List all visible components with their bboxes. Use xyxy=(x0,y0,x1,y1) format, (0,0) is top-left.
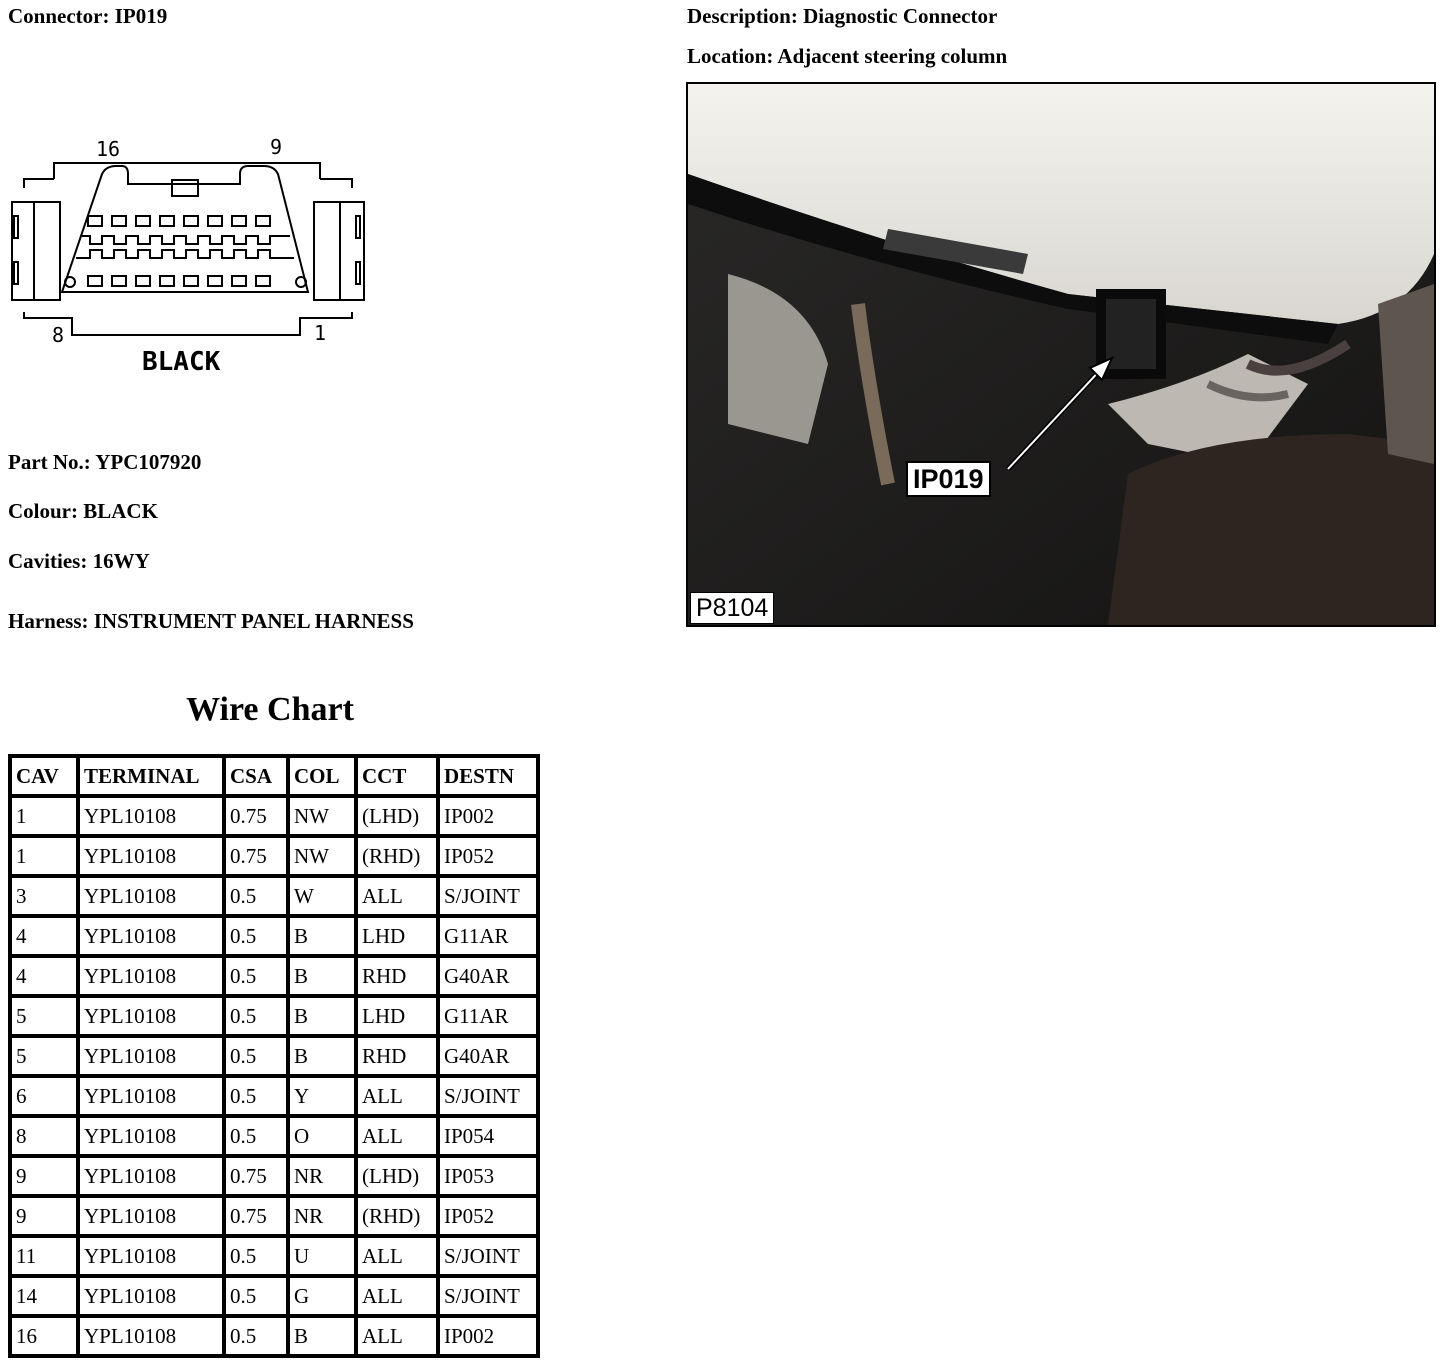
cell-cct: ALL xyxy=(358,1118,436,1154)
cell-terminal: YPL10108 xyxy=(80,878,222,914)
cell-csa: 0.5 xyxy=(226,1238,286,1274)
cell-cct: (LHD) xyxy=(358,1158,436,1194)
location-photo-illustration xyxy=(688,84,1434,625)
connector-color-label: BLACK xyxy=(142,347,221,377)
cell-col: B xyxy=(290,958,354,994)
cell-csa: 0.5 xyxy=(226,1278,286,1314)
cell-col: B xyxy=(290,918,354,954)
cell-col: U xyxy=(290,1238,354,1274)
table-row xyxy=(12,1038,536,1074)
cell-cav: 6 xyxy=(12,1078,76,1114)
cell-cct: ALL xyxy=(358,1278,436,1314)
cell-cav: 9 xyxy=(12,1158,76,1194)
cell-destn: G11AR xyxy=(440,998,536,1034)
cell-csa: 0.75 xyxy=(226,1198,286,1234)
wire-chart-body xyxy=(12,798,536,1354)
connector-outline xyxy=(8,132,370,380)
column-header-terminal: TERMINAL xyxy=(80,758,222,794)
cell-col: B xyxy=(290,998,354,1034)
cell-col: O xyxy=(290,1118,354,1154)
cell-cav: 1 xyxy=(12,838,76,874)
cell-destn: S/JOINT xyxy=(440,1078,536,1114)
cell-csa: 0.5 xyxy=(226,1078,286,1114)
cell-cav: 4 xyxy=(12,918,76,954)
cell-csa: 0.5 xyxy=(226,918,286,954)
cell-terminal: YPL10108 xyxy=(80,1278,222,1314)
table-header-row xyxy=(12,758,536,794)
cell-terminal: YPL10108 xyxy=(80,1238,222,1274)
description-header: Description: Diagnostic Connector xyxy=(687,4,998,28)
wire-chart-table xyxy=(8,754,540,1358)
cell-cav: 5 xyxy=(12,998,76,1034)
cell-col: W xyxy=(290,878,354,914)
cell-cct: ALL xyxy=(358,1318,436,1354)
column-header-cav: CAV xyxy=(12,758,76,794)
cell-terminal: YPL10108 xyxy=(80,1158,222,1194)
connector-header: Connector: IP019 xyxy=(8,4,168,28)
table-row xyxy=(12,1078,536,1114)
pin-label-16: 16 xyxy=(96,137,121,161)
column-header-col: COL xyxy=(290,758,354,794)
cell-terminal: YPL10108 xyxy=(80,1198,222,1234)
cell-cct: ALL xyxy=(358,878,436,914)
cell-destn: IP002 xyxy=(440,798,536,834)
cell-cav: 14 xyxy=(12,1278,76,1314)
cell-col: G xyxy=(290,1278,354,1314)
cell-csa: 0.75 xyxy=(226,838,286,874)
table-row xyxy=(12,838,536,874)
column-header-csa: CSA xyxy=(226,758,286,794)
table-row xyxy=(12,878,536,914)
cell-cav: 4 xyxy=(12,958,76,994)
cavities: Cavities: 16WY xyxy=(8,549,150,573)
cell-col: B xyxy=(290,1318,354,1354)
cell-cav: 3 xyxy=(12,878,76,914)
cell-cav: 11 xyxy=(12,1238,76,1274)
cell-csa: 0.5 xyxy=(226,1118,286,1154)
wire-chart-title: Wire Chart xyxy=(186,691,354,728)
cell-terminal: YPL10108 xyxy=(80,998,222,1034)
pin-label-8: 8 xyxy=(52,323,65,347)
cell-destn: IP053 xyxy=(440,1158,536,1194)
photo-reference-label: P8104 xyxy=(690,592,774,624)
cell-cct: RHD xyxy=(358,958,436,994)
cell-csa: 0.5 xyxy=(226,998,286,1034)
cell-col: B xyxy=(290,1038,354,1074)
cell-csa: 0.5 xyxy=(226,878,286,914)
cell-col: NW xyxy=(290,798,354,834)
table-row xyxy=(12,958,536,994)
location-photo xyxy=(686,82,1436,627)
table-row xyxy=(12,998,536,1034)
table-row xyxy=(12,1278,536,1314)
cell-destn: IP052 xyxy=(440,838,536,874)
cell-csa: 0.75 xyxy=(226,798,286,834)
cell-destn: G11AR xyxy=(440,918,536,954)
cell-cav: 8 xyxy=(12,1118,76,1154)
cell-cct: ALL xyxy=(358,1078,436,1114)
cell-terminal: YPL10108 xyxy=(80,1038,222,1074)
cell-destn: G40AR xyxy=(440,1038,536,1074)
cell-cav: 16 xyxy=(12,1318,76,1354)
table-row xyxy=(12,1118,536,1154)
table-row xyxy=(12,1158,536,1194)
harness: Harness: INSTRUMENT PANEL HARNESS xyxy=(8,609,414,633)
cell-col: NR xyxy=(290,1198,354,1234)
cell-col: Y xyxy=(290,1078,354,1114)
table-row xyxy=(12,1318,536,1354)
part-number: Part No.: YPC107920 xyxy=(8,450,202,474)
photo-callout-label: IP019 xyxy=(906,461,991,497)
connector-diagram xyxy=(8,132,370,380)
cell-terminal: YPL10108 xyxy=(80,958,222,994)
location-header: Location: Adjacent steering column xyxy=(687,44,1008,68)
cell-cct: (LHD) xyxy=(358,798,436,834)
cell-destn: IP054 xyxy=(440,1118,536,1154)
cell-cct: LHD xyxy=(358,998,436,1034)
pin-label-9: 9 xyxy=(270,135,283,159)
cell-cct: (RHD) xyxy=(358,1198,436,1234)
cell-col: NW xyxy=(290,838,354,874)
cell-csa: 0.5 xyxy=(226,1318,286,1354)
cell-cct: ALL xyxy=(358,1238,436,1274)
cell-csa: 0.5 xyxy=(226,958,286,994)
cell-csa: 0.5 xyxy=(226,1038,286,1074)
cell-csa: 0.75 xyxy=(226,1158,286,1194)
cell-destn: G40AR xyxy=(440,958,536,994)
table-row xyxy=(12,798,536,834)
table-row xyxy=(12,918,536,954)
cell-col: NR xyxy=(290,1158,354,1194)
cell-cav: 1 xyxy=(12,798,76,834)
cell-destn: IP002 xyxy=(440,1318,536,1354)
cell-cct: LHD xyxy=(358,918,436,954)
cell-destn: S/JOINT xyxy=(440,878,536,914)
cell-terminal: YPL10108 xyxy=(80,918,222,954)
column-header-destn: DESTN xyxy=(440,758,536,794)
cell-terminal: YPL10108 xyxy=(80,798,222,834)
cell-cct: (RHD) xyxy=(358,838,436,874)
cell-cct: RHD xyxy=(358,1038,436,1074)
cell-terminal: YPL10108 xyxy=(80,1318,222,1354)
cell-cav: 9 xyxy=(12,1198,76,1234)
cell-destn: S/JOINT xyxy=(440,1278,536,1314)
cell-terminal: YPL10108 xyxy=(80,1118,222,1154)
cell-destn: S/JOINT xyxy=(440,1238,536,1274)
cell-terminal: YPL10108 xyxy=(80,838,222,874)
pin-label-1: 1 xyxy=(314,321,327,345)
cell-cav: 5 xyxy=(12,1038,76,1074)
cell-destn: IP052 xyxy=(440,1198,536,1234)
cell-terminal: YPL10108 xyxy=(80,1078,222,1114)
table-row xyxy=(12,1198,536,1234)
table-row xyxy=(12,1238,536,1274)
column-header-cct: CCT xyxy=(358,758,436,794)
colour: Colour: BLACK xyxy=(8,499,158,523)
